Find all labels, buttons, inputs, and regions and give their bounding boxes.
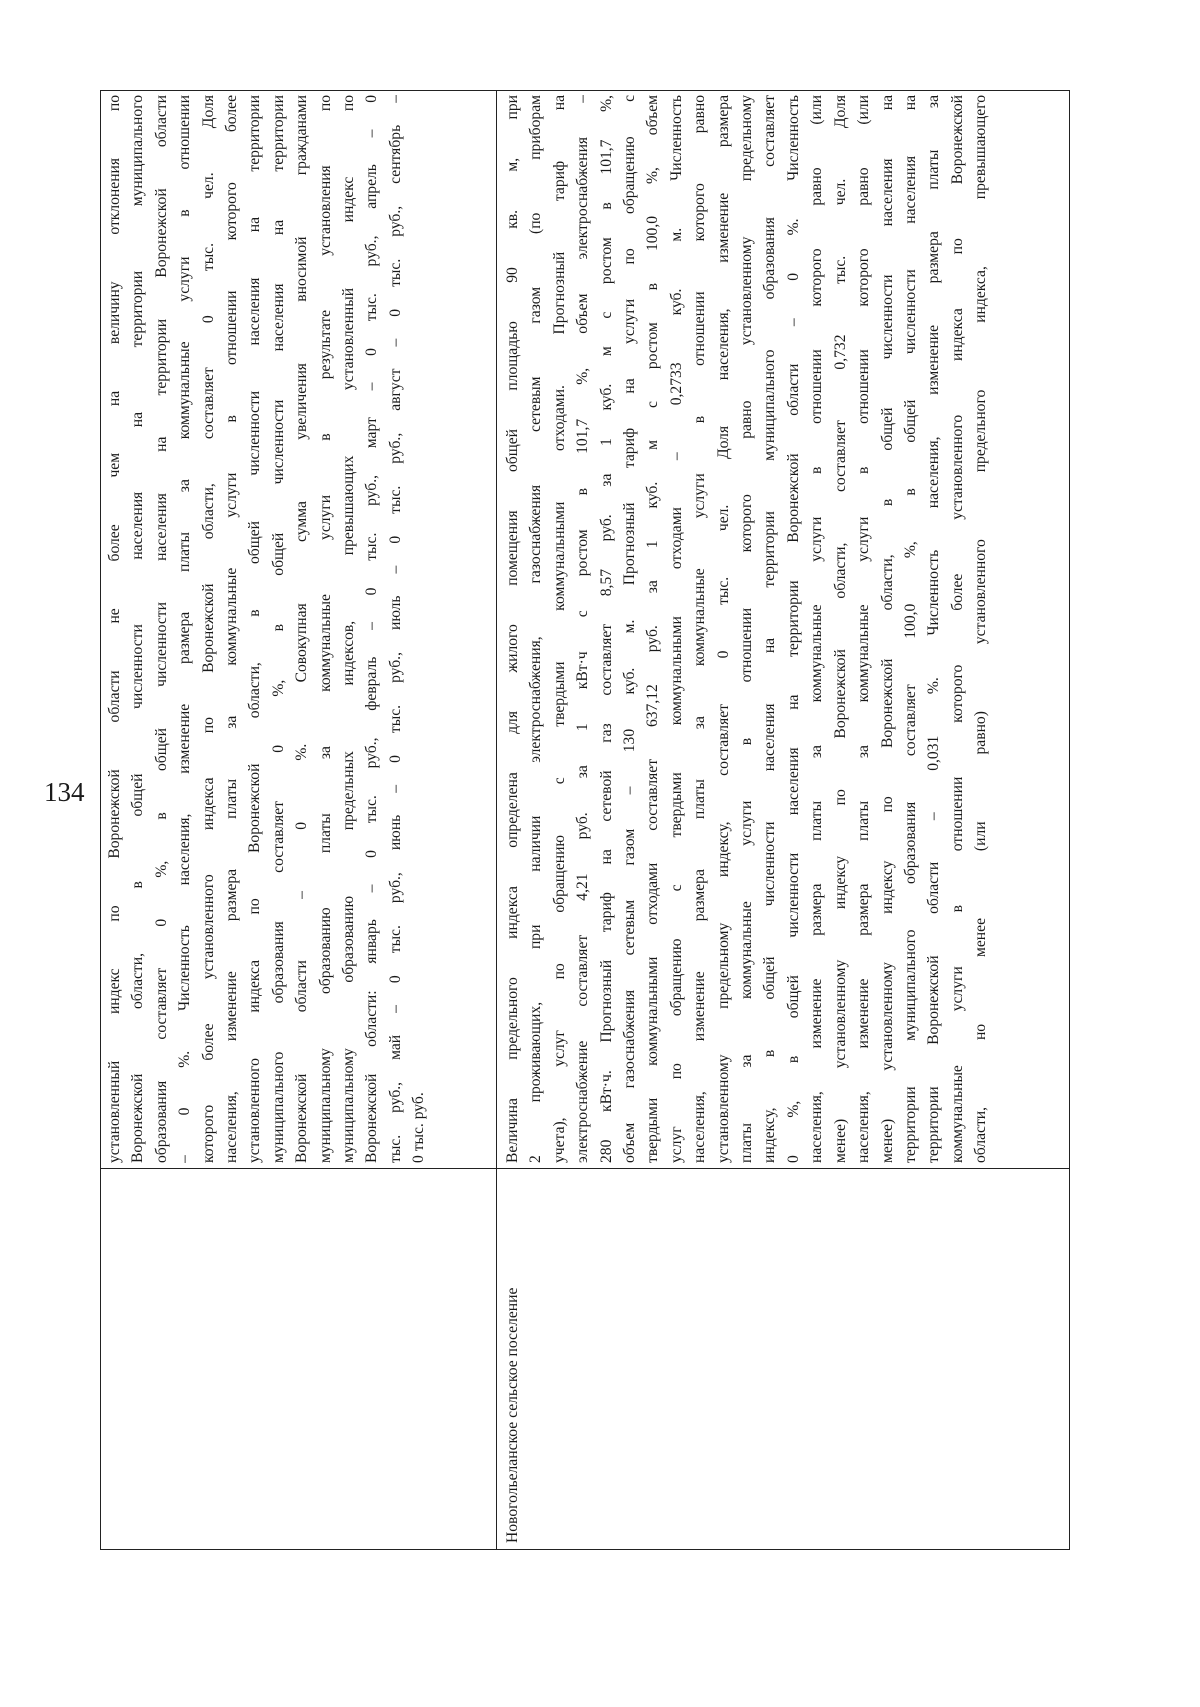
description-line: установленного индекса по Воронежской области, в общей численности населения на территории bbox=[246, 95, 264, 1163]
description-line: муниципального образования составляет 0 %, в общей численности населения на территории bbox=[269, 95, 287, 1163]
description-line: тыс. руб., май – 0 тыс. руб., июнь – 0 тыс. руб., июль – 0 тыс. руб., август – 0 тыс. руб., сентябрь – bbox=[386, 95, 404, 1163]
description-line: которого более установленного индекса по Воронежской области, составляет 0 тыс. чел. Доля bbox=[199, 95, 217, 1163]
description-line: Величина предельного индекса определена для жилого помещения общей площадью 90 кв. м, при bbox=[504, 95, 521, 1163]
description-line: 0 тыс. руб. bbox=[410, 1092, 428, 1163]
description-line: менее) установленному индексу по Воронежской области, в общей численности населения на bbox=[878, 95, 896, 1163]
description-line: населения, изменение размера платы за коммунальные услуги в отношении которого более bbox=[223, 95, 241, 1163]
description-line: коммунальные услуги в отношении которого более установленного индекса по Воронежской bbox=[948, 95, 966, 1163]
description-line: платы за коммунальные услуги в отношении которого равно установленному предельному bbox=[738, 95, 756, 1163]
description-line: индексу, в общей численности населения на территории муниципального образования составляет bbox=[761, 95, 779, 1163]
description-line: Воронежской области, в общей численности населения на территории муниципального bbox=[129, 95, 147, 1163]
description-line: услуг по обращению с твердыми коммунальными отходами – 0,2733 куб. м. Численность bbox=[667, 95, 685, 1163]
utility-index-table bbox=[100, 90, 1070, 1550]
description-line: области, но менее (или равно) установленного предельного индекса, превышающего bbox=[972, 95, 990, 1163]
description-line: Воронежской области – 0 %. Совокупная сумма увеличения вносимой гражданами bbox=[293, 95, 311, 1163]
description-cell bbox=[501, 95, 1069, 1163]
description-line: – 0 %. Численность населения, изменение размера платы за коммунальные услуги в отношении bbox=[176, 95, 194, 1163]
description-line: электроснабжение составляет 4,21 руб. за 1 кВт·ч с ростом в 101,7 %, объем электроснабжения – bbox=[574, 95, 592, 1163]
description-line: объем газоснабжения сетевым газом – 130 куб. м. Прогнозный тариф на услуги по обращению с bbox=[621, 95, 639, 1163]
description-line: муниципальному образованию платы за коммунальные услуги в результате установления по bbox=[316, 95, 334, 1163]
description-line: 2 проживающих, при наличии электроснабжения, газоснабжения сетевым газом (по приборам bbox=[527, 95, 545, 1163]
description-line: менее) установленному индексу по Воронежской области, составляет 0,732 тыс. чел. Доля bbox=[831, 95, 849, 1163]
row-divider bbox=[496, 91, 497, 1549]
description-cell-continued bbox=[103, 95, 493, 1163]
description-line: Воронежской области: январь – 0 тыс. руб., февраль – 0 тыс. руб., март – 0 тыс. руб., апрель – 0 bbox=[363, 95, 381, 1163]
page-number: 134 bbox=[44, 777, 85, 807]
description-line: твердыми коммунальными отходами составляет 637,12 руб. за 1 куб. м с ростом в 100,0 %, объем bbox=[644, 95, 662, 1163]
settlement-cell-continued bbox=[101, 1169, 496, 1549]
description-line: населения, изменение размера платы за коммунальные услуги в отношении которого равно (или bbox=[808, 95, 826, 1163]
description-line: образования составляет 0 %, в общей численности населения на территории Воронежской области bbox=[152, 95, 170, 1163]
settlement-name: Новогольеланское сельское поселение bbox=[504, 1287, 521, 1543]
description-line: учета), услуг по обращению с твердыми коммунальными отходами. Прогнозный тариф на bbox=[550, 95, 568, 1163]
description-line: территории муниципального образования составляет 100,0 %, в общей численности населения на bbox=[901, 95, 919, 1163]
description-line: установленному предельному индексу, составляет 0 тыс. чел. Доля населения, изменение размера bbox=[714, 95, 732, 1163]
description-line: 0 %, в общей численности населения на территории Воронежской области – 0 %. Численность bbox=[784, 95, 802, 1163]
rotated-page bbox=[100, 90, 1070, 1550]
description-line: муниципальному образованию предельных индексов, превышающих установленный индекс по bbox=[340, 95, 358, 1163]
description-line: населения, изменение размера платы за коммунальные услуги в отношении которого равно bbox=[691, 95, 709, 1163]
description-line: территории Воронежской области – 0,031 %. Численность населения, изменение размера платы за bbox=[925, 95, 943, 1163]
description-line: установленный индекс по Воронежской области не более чем на величину отклонения по bbox=[106, 95, 123, 1163]
settlement-name-cell bbox=[501, 1171, 801, 1543]
description-line: 280 кВт·ч. Прогнозный тариф на сетевой газ составляет 8,57 руб. за 1 куб. м с ростом в 101,7 %, bbox=[597, 95, 615, 1163]
description-line: населения, изменение размера платы за коммунальные услуги в отношении которого равно (или bbox=[855, 95, 873, 1163]
